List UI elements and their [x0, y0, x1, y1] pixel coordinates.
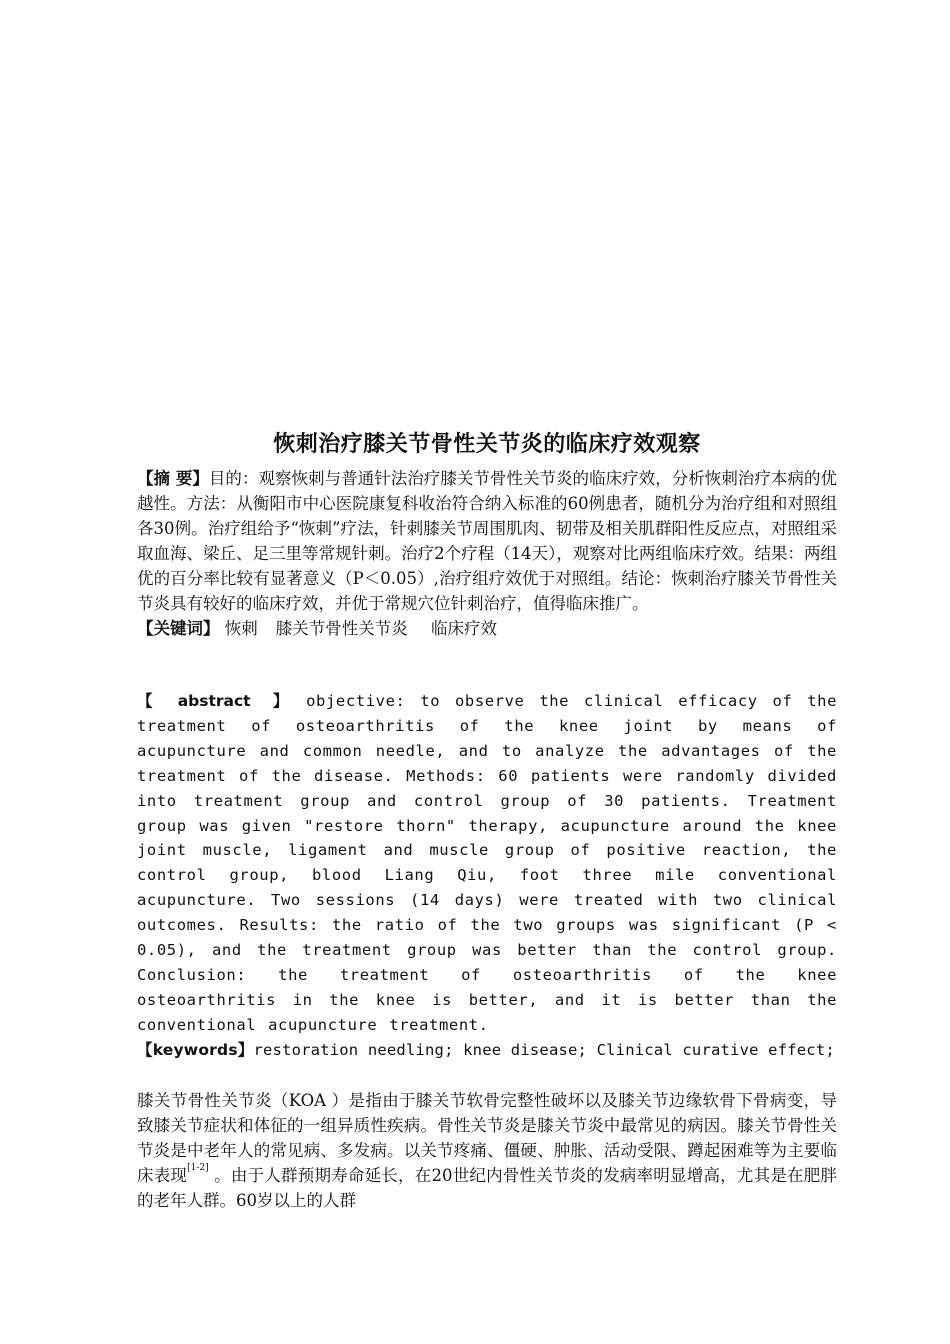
english-abstract-text: objective: to observe the clinical efficacy of the treatment of osteoarthritis of the knee joint by means of acupuncture and common needle, and to analyze the advantages of the treatment of the disease. Methods: 60 patients were randomly divided into treatment group and control group of 30 patients. Treatment group was given "restore thorn" therapy, acupuncture around the knee joint muscle, ligament and muscle group of positive reaction, the control group, blood Liang Qiu, foot three mile conventional acupuncture. Two sessions (14 days) were treated with two clinical outcomes. Results: the ratio of the two groups was significant (P < 0.05), and the treatment group was better than the control group. Conclusion: the treatment of osteoarthritis of the knee osteoarthritis in the knee is better, and it is better than the conventional acupuncture treatment.	[137, 692, 838, 1034]
chinese-keywords	[137, 616, 837, 641]
citation-reference: [1-2]	[187, 1162, 209, 1173]
introduction-paragraph	[137, 1088, 837, 1213]
chinese-keyword: 膝关节骨性关节炎	[275, 619, 408, 638]
chinese-keyword: 恢刺	[224, 619, 258, 638]
introduction-text: 膝关节骨性关节炎（KOA ）是指由于膝关节软骨完整性破坏以及膝关节边缘软骨下骨病变，导致膝关节症状和体征的一组异质性疾病。骨性关节炎是膝关节炎中最常见的病因。膝关节骨性关节炎是中老年人的常见病、多发病。以关节疼痛、僵硬、肿胀、活动受限、蹲起困难等为主要临床表现	[137, 1090, 837, 1185]
chinese-keywords-label: 【关键词】	[137, 619, 220, 638]
english-abstract	[137, 689, 837, 1038]
paper-page	[137, 428, 837, 1229]
chinese-abstract-label: 【摘 要】	[137, 469, 209, 488]
chinese-abstract-text: 目的：观察恢刺与普通针法治疗膝关节骨性关节炎的临床疗效，分析恢刺治疗本病的优越性。方法：从衡阳市中心医院康复科收治符合纳入标准的60例患者，随机分为治疗组和对照组各30例。治疗组给予“恢刺”疗法，针刺膝关节周围肌肉、韧带及相关肌群阳性反应点，对照组采取血海、梁丘、足三里等常规针刺。治疗2个疗程（14天），观察对比两组临床疗效。结果：两组优的百分率比较有显著意义（P＜0.05）,治疗组疗效优于对照组。结论：恢刺治疗膝关节骨性关节炎具有较好的临床疗效，并优于常规穴位针刺治疗，值得临床推广。	[137, 469, 838, 613]
chinese-keyword: 临床疗效	[431, 619, 497, 638]
chinese-abstract	[137, 466, 837, 616]
paper-title: 恢刺治疗膝关节骨性关节炎的临床疗效观察	[273, 432, 701, 457]
english-abstract-label: 【 abstract 】	[137, 692, 292, 710]
english-keywords-text: restoration needling; knee disease; Clinical curative effect;	[253, 1040, 835, 1059]
english-keywords-label: 【keywords】	[137, 1040, 254, 1059]
english-keywords	[137, 1038, 837, 1063]
introduction-text-continued: 。由于人群预期寿命延长，在20世纪内骨性关节炎的发病率明显增高，尤其是在肥胖的老年人群。60岁以上的人群	[137, 1165, 837, 1210]
